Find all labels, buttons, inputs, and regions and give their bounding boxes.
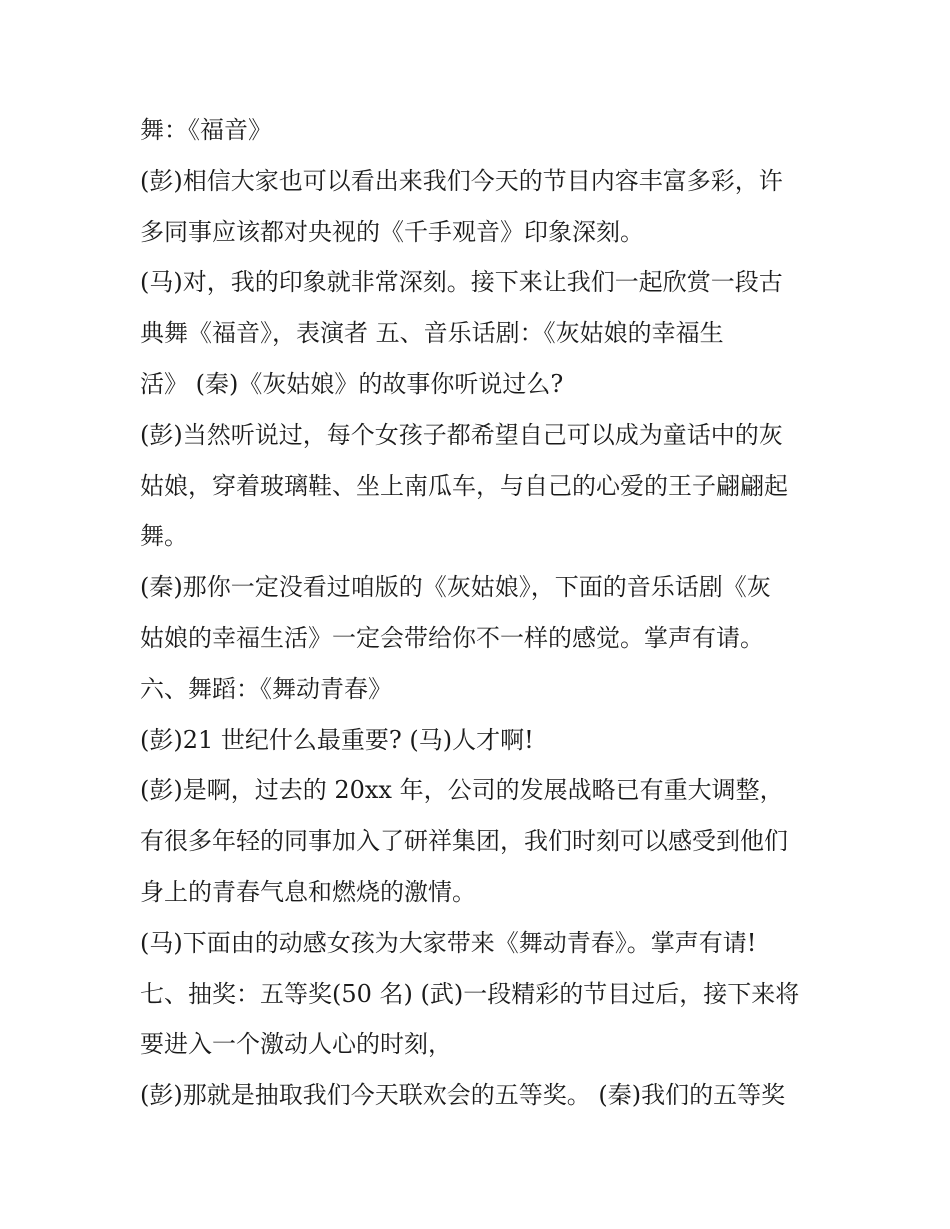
text-line: 有很多年轻的同事加入了研祥集团，我们时刻可以感受到他们 (140, 827, 788, 856)
text-line: 典舞《福音》，表演者 五、音乐话剧：《灰姑娘的幸福生 (140, 319, 724, 348)
text-line: (彭)是啊，过去的 20xx 年，公司的发展战略已有重大调整， (140, 776, 784, 805)
text-line: 活》 (秦)《灰姑娘》的故事你听说过么? (140, 369, 564, 398)
text-line: 多同事应该都对央视的《千手观音》印象深刻。 (140, 217, 644, 246)
section-heading: 七、抽奖：五等奖(50 名) (武)一段精彩的节目过后，接下来将 (140, 979, 800, 1008)
text-line: (马)下面由的动感女孩为大家带来《舞动青春》。掌声有请! (140, 928, 757, 957)
text-line: 姑娘的幸福生活》一定会带给你不一样的感觉。掌声有请。 (140, 623, 764, 652)
text-line: (秦)那你一定没看过咱版的《灰姑娘》，下面的音乐话剧《灰 (140, 573, 771, 602)
document-body (140, 105, 820, 1121)
text-line: 舞。 (140, 522, 188, 551)
text-line: (彭)21 世纪什么最重要? (马)人才啊! (140, 725, 534, 754)
text-line: (马)对，我的印象就非常深刻。接下来让我们一起欣赏一段古 (140, 268, 783, 297)
text-line: 要进入一个激动人心的时刻， (140, 1030, 452, 1059)
text-line: (彭)相信大家也可以看出来我们今天的节目内容丰富多彩，许 (140, 166, 783, 195)
section-heading: 六、舞蹈：《舞动青春》 (140, 674, 392, 703)
text-line: 姑娘，穿着玻璃鞋、坐上南瓜车，与自己的心爱的王子翩翩起 (140, 471, 788, 500)
text-line: (彭)当然听说过，每个女孩子都希望自己可以成为童话中的灰 (140, 420, 783, 449)
text-line: (彭)那就是抽取我们今天联欢会的五等奖。 (秦)我们的五等奖 (140, 1081, 786, 1110)
text-line: 舞：《福音》 (140, 116, 272, 144)
text-line: 身上的青春气息和燃烧的激情。 (140, 877, 476, 906)
